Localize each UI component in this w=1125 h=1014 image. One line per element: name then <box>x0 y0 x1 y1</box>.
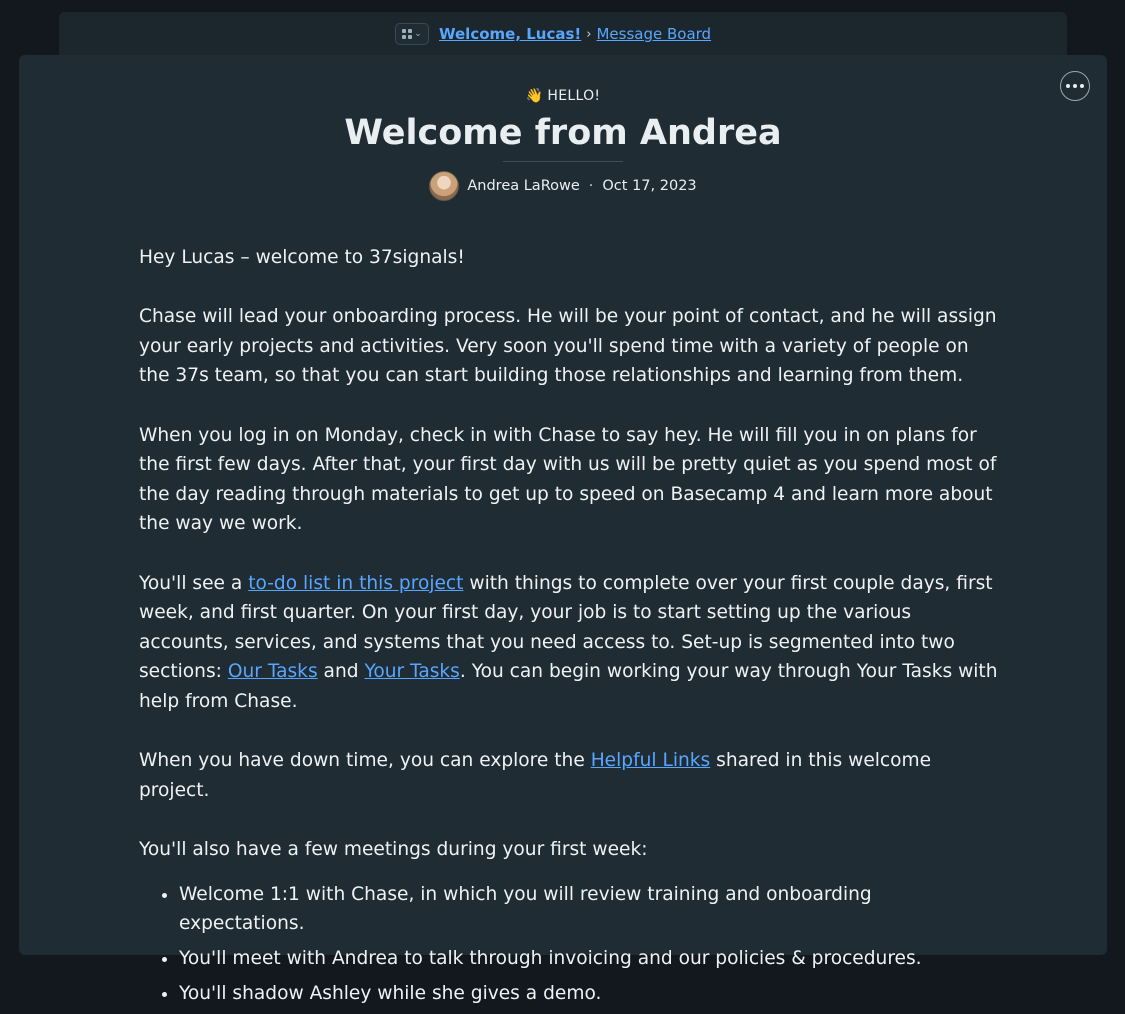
project-switcher-button[interactable] <box>395 23 429 45</box>
list-item: • Welcome 1:1 with Chase, in which you will review training and onboarding expectations. <box>179 880 999 938</box>
message-category <box>19 85 1107 107</box>
byline <box>19 171 1107 201</box>
breadcrumb-home-link[interactable]: Welcome, Lucas! <box>439 25 582 43</box>
author-name: Andrea LaRowe <box>467 178 580 194</box>
paragraph-todo: You'll see a to-do list in this project with things to complete over your first couple days, first week, and first quarter. On your first day, your job is to start setting up the various accounts, services, and systems that you need access to. Set-up is segmented into two sections: Our Tasks and Your Tasks. You can begin working your way through Your Tasks with help from Chase. <box>139 572 998 712</box>
paragraph-meetings: You'll also have a few meetings during your first week: <box>139 838 648 860</box>
byline-separator: · <box>588 178 594 194</box>
todo-list-link[interactable]: to-do list in this project <box>248 572 464 594</box>
paragraph-helpful-links: When you have down time, you can explore the Helpful Links shared in this welcome project. <box>139 750 932 801</box>
message-card <box>19 55 1107 1005</box>
our-tasks-link[interactable]: Our Tasks <box>227 661 318 683</box>
category-label: HELLO! <box>547 88 601 104</box>
avatar[interactable] <box>429 171 459 201</box>
meetings-list <box>139 880 999 1008</box>
message-body <box>139 243 999 1014</box>
paragraph-greeting: Hey Lucas – welcome to 37signals! <box>139 247 465 268</box>
your-tasks-link[interactable]: Your Tasks <box>364 661 460 683</box>
breadcrumb-message-board-link[interactable]: Message Board <box>596 25 712 43</box>
grid-icon <box>402 29 412 39</box>
chevron-down-icon: ⌄ <box>414 28 422 39</box>
list-item: • You'll shadow Ashley while she gives a demo. <box>179 979 999 1008</box>
breadcrumb <box>395 22 711 46</box>
post-date: Oct 17, 2023 <box>602 178 697 194</box>
list-item: • You'll meet with Andrea to talk through invoicing and our policies & procedures. <box>179 944 999 973</box>
message-title: Welcome from Andrea <box>344 113 782 153</box>
title-divider <box>503 161 623 162</box>
waving-hand-icon: 👋 <box>525 88 544 104</box>
paragraph-first-day: When you log in on Monday, check in with Chase to say hey. He will fill you in on plans for the first few days. After that, your first day with us will be pretty quiet as you spend most of the day reading through materials to get up to speed on Basecamp 4 and learn more about the way we work. <box>139 424 997 535</box>
helpful-links-link[interactable]: Helpful Links <box>590 750 711 772</box>
message-header <box>19 85 1107 201</box>
breadcrumb-separator: › <box>586 26 592 42</box>
paragraph-onboarding: Chase will lead your onboarding process. He will be your point of contact, and he will assign your early projects and activities. Very soon you'll spend time with a variety of people on the 37s team, so that you can start building those relationships and learning from them. <box>139 306 997 387</box>
